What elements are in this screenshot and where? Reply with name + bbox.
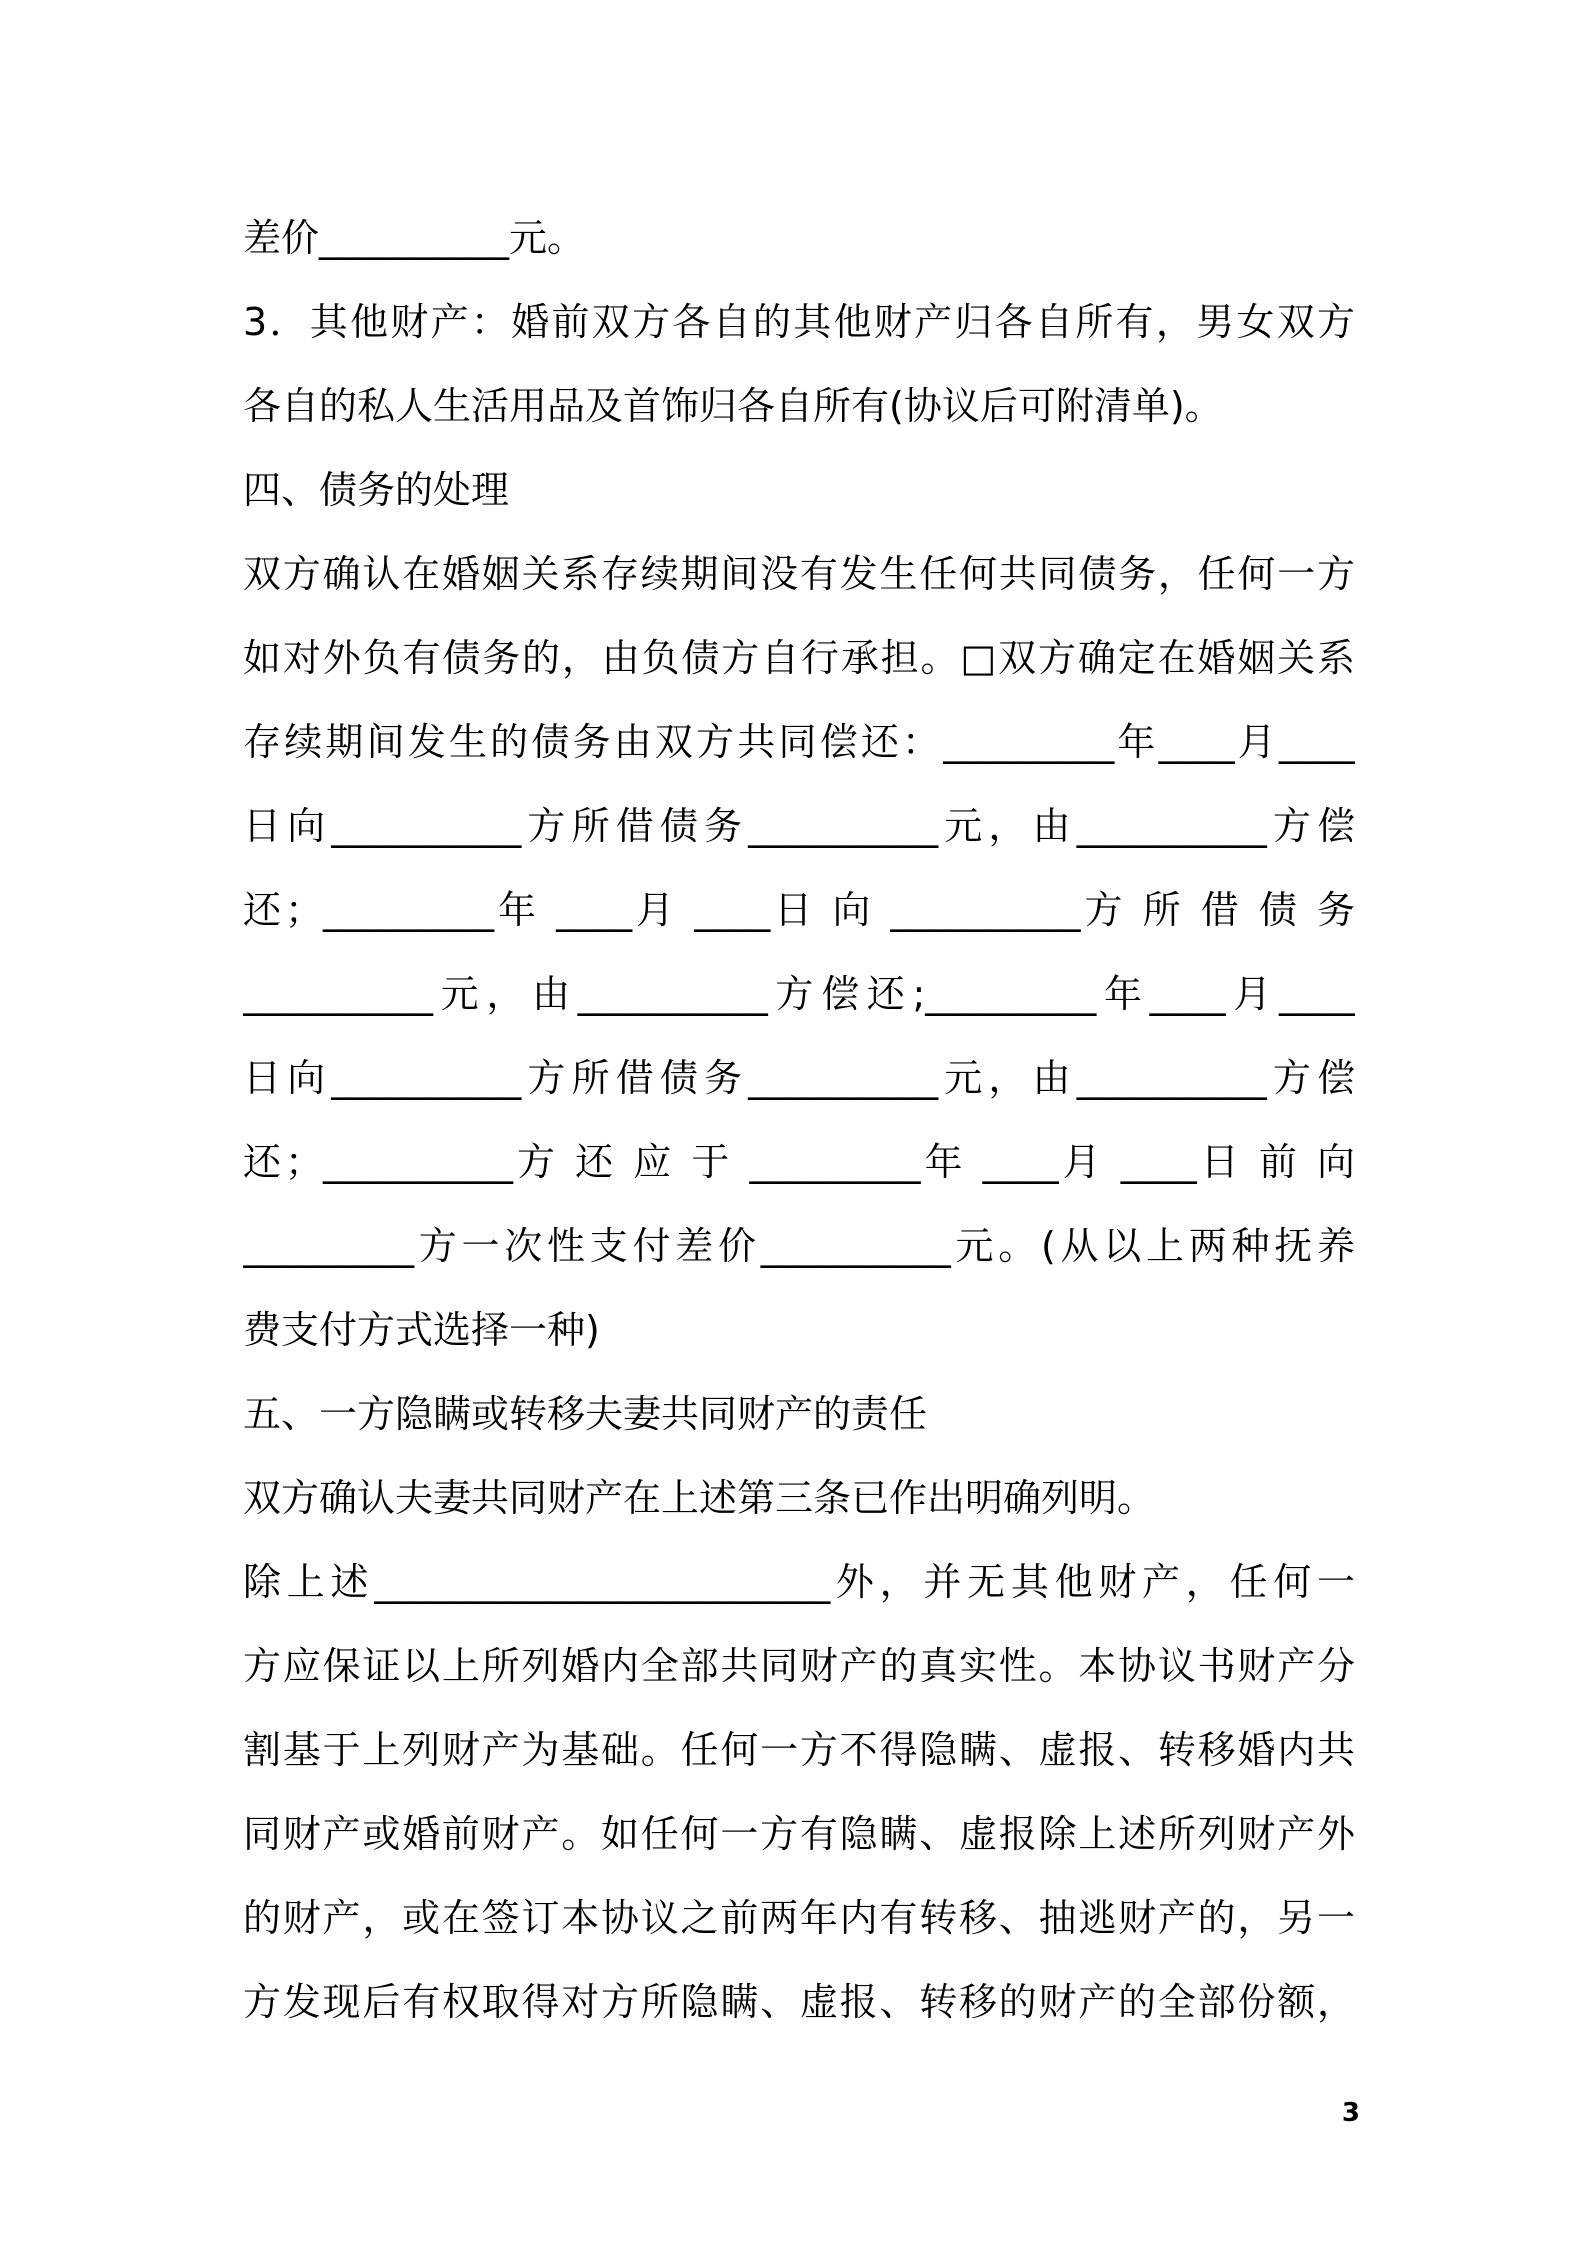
text-line: 存续期间发生的债务由双方共同偿还：_________年____月____ — [243, 720, 1355, 764]
text-line: 差价__________元。 — [243, 216, 586, 260]
text-line: 还；_________年 ____月 ____日 向 __________方 所 借 债 务 — [243, 888, 1355, 932]
text-line: __________元，由__________方偿还;_________年____月____ — [243, 972, 1355, 1016]
text-line: 日向__________方所借债务__________元，由__________方偿 — [243, 804, 1355, 848]
text-line: 各自的私人生活用品及首饰归各自所有(协议后可附清单)。 — [243, 384, 1223, 428]
page-number: 3 — [1341, 2098, 1360, 2128]
text-line: 方应保证以上所列婚内全部共同财产的真实性。本协议书财产分 — [243, 1644, 1355, 1688]
text-line: 如对外负有债务的，由负债方自行承担。□双方确定在婚姻关系 — [243, 636, 1355, 680]
text-line: 日向__________方所借债务__________元，由__________方偿 — [243, 1056, 1355, 1100]
text-line: 同财产或婚前财产。如任何一方有隐瞒、虚报除上述所列财产外 — [243, 1812, 1355, 1856]
text-line: _________方一次性支付差价__________元。(从以上两种抚养 — [243, 1224, 1355, 1268]
text-line: 双方确认夫妻共同财产在上述第三条已作出明确列明。 — [243, 1476, 1156, 1520]
text-line: 还；__________方 还 应 于 _________年 ____月 ____日 前 向 — [243, 1140, 1355, 1184]
text-line: 方发现后有权取得对方所隐瞒、虚报、转移的财产的全部份额， — [243, 1980, 1355, 2024]
section-heading: 四、债务的处理 — [243, 468, 510, 512]
text-line: 双方确认在婚姻关系存续期间没有发生任何共同债务，任何一方 — [243, 552, 1355, 596]
text-line: 割基于上列财产为基础。任何一方不得隐瞒、虚报、转移婚内共 — [243, 1728, 1355, 1772]
document-body — [243, 196, 1355, 2044]
text-line: 的财产，或在签订本协议之前两年内有转移、抽逃财产的，另一 — [243, 1896, 1355, 1940]
section-heading: 五、一方隐瞒或转移夫妻共同财产的责任 — [243, 1392, 928, 1436]
text-line: 3．其他财产：婚前双方各自的其他财产归各自所有，男女双方 — [243, 300, 1355, 344]
text-line: 费支付方式选择一种) — [243, 1308, 600, 1352]
text-line: 除上述________________________外，并无其他财产，任何一 — [243, 1560, 1355, 1604]
